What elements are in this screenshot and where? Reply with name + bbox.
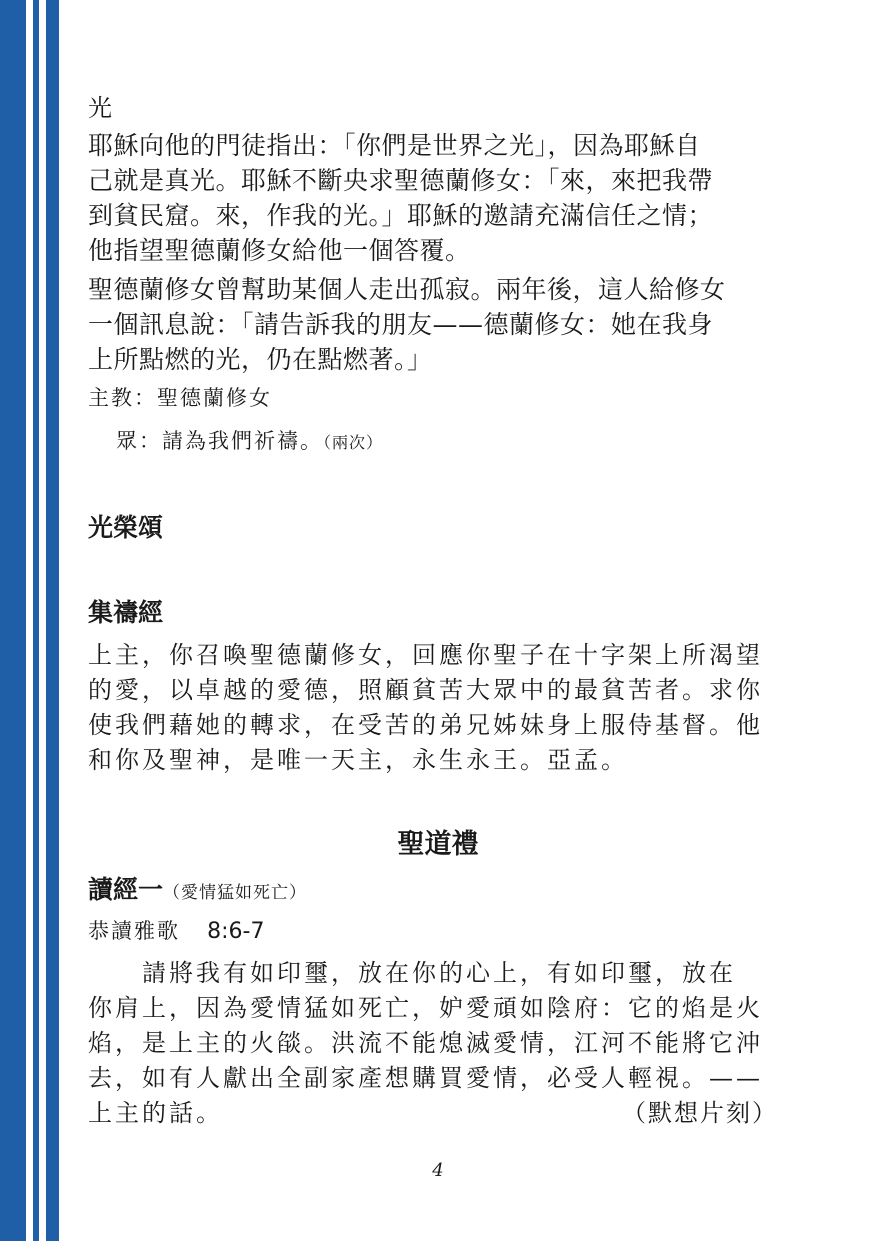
text-line: 你肩上，因為愛情猛如死亡，妒愛頑如陰府：它的焰是火 — [88, 994, 763, 1022]
collect-prayer — [88, 638, 788, 778]
reading-1-label: 讀經一 — [88, 875, 164, 904]
text-line: 上所點燃的光，仍在點燃著。」 — [88, 345, 433, 374]
text-line: 聖德蘭修女曾幫助某個人走出孤寂。兩年後，這人給修女 — [88, 275, 726, 304]
text-line: 己就是真光。耶穌不斷央求聖德蘭修女：「來，來把我帶 — [88, 166, 714, 195]
text-line: 他指望聖德蘭修女給他一個答覆。 — [88, 236, 471, 265]
reading-1-subtitle: （愛情猛如死亡） — [163, 883, 308, 903]
reading-text — [88, 956, 788, 1131]
people-response — [116, 425, 816, 455]
collect-heading: 集禱經 — [88, 598, 164, 627]
reading-book: 恭讀雅歌 — [88, 919, 180, 943]
left-stripe-decoration — [0, 0, 62, 1241]
light-paragraph-2 — [88, 272, 788, 377]
reading-reference: 8:6-7 — [207, 919, 265, 944]
text-line: 耶穌向他的門徒指出：「你們是世界之光」，因為耶穌自 — [88, 131, 701, 160]
stripe-3 — [46, 0, 59, 1241]
gloria-heading: 光榮頌 — [88, 513, 164, 542]
stripe-2 — [33, 0, 39, 1241]
text-line: 焰，是上主的火燄。洪流不能熄滅愛情，江河不能將它沖 — [88, 1029, 763, 1057]
silence-note: （默想片刻） — [622, 1099, 778, 1127]
text-line: 到貧民窟。來，作我的光。」耶穌的邀請充滿信任之情； — [88, 201, 714, 230]
text-line: 請將我有如印璽，放在你的心上，有如印璽，放在 — [88, 959, 736, 987]
text-line-last — [88, 1096, 788, 1131]
text-line: 和你及聖神，是唯一天主，永生永王。亞孟。 — [88, 746, 628, 774]
bishop-invocation: 主教：聖德蘭修女 — [88, 386, 272, 410]
stripe-1 — [0, 0, 26, 1241]
word-of-the-lord: 上主的話。 — [88, 1099, 223, 1127]
text-line: 一個訊息說：「請告訴我的朋友——德蘭修女：她在我身 — [88, 310, 714, 339]
text-line: 的愛，以卓越的愛德，照顧貧苦大眾中的最貧苦者。求你 — [88, 676, 763, 704]
reading-source — [88, 915, 788, 945]
text-line: 上主，你召喚聖德蘭修女，回應你聖子在十字架上所渴望 — [88, 641, 763, 669]
liturgy-of-word-heading: 聖道禮 — [397, 829, 479, 860]
text-line: 去，如有人獻出全副家產想購買愛情，必受人輕視。—— — [88, 1064, 763, 1092]
page-number: 4 — [432, 1160, 444, 1181]
people-response-note: （兩次） — [323, 433, 384, 452]
reading-1-title — [88, 870, 788, 906]
section-heading-light: 光 — [88, 94, 112, 122]
text-line: 使我們藉她的轉求，在受苦的弟兄姊妹身上服侍基督。他 — [88, 711, 763, 739]
light-paragraph-1 — [88, 128, 788, 268]
people-response-text: 眾：請為我們祈禱。 — [116, 429, 323, 453]
